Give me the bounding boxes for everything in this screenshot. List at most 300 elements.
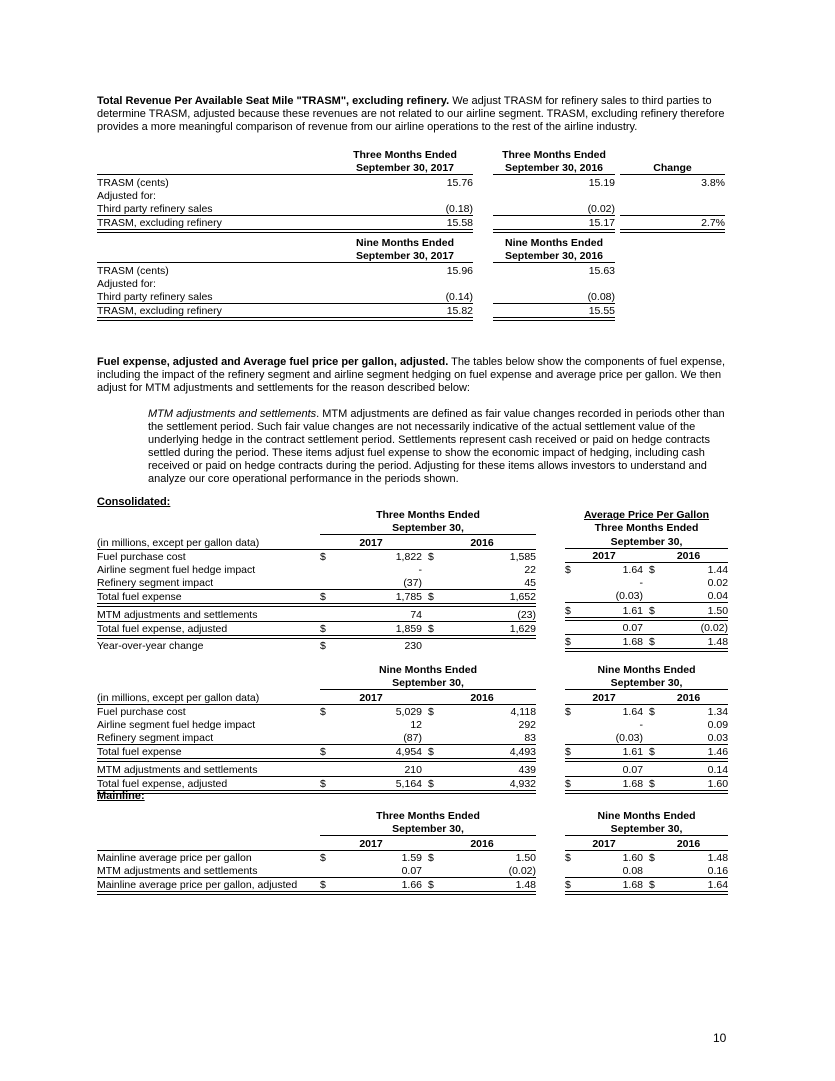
value-2017: 5,029 bbox=[395, 705, 422, 718]
row-label: MTM adjustments and settlements bbox=[97, 760, 320, 776]
col-header-change: Change bbox=[620, 161, 725, 175]
period-header: September 30, bbox=[320, 822, 536, 836]
value-2016: 1,652 bbox=[442, 590, 536, 606]
table-row bbox=[97, 760, 536, 776]
table-header-row bbox=[565, 822, 728, 836]
table-row bbox=[565, 562, 728, 576]
gap bbox=[473, 249, 493, 263]
table-total-row bbox=[565, 745, 728, 761]
consolidated-nine-months-section bbox=[97, 663, 728, 794]
currency-symbol bbox=[565, 589, 579, 603]
value-2017: 1.64 bbox=[622, 563, 644, 576]
row-label bbox=[97, 236, 337, 249]
value-2017: 1.64 bbox=[622, 705, 644, 718]
currency-symbol: $ bbox=[320, 851, 326, 864]
row-label bbox=[97, 161, 337, 175]
value-2017: 210 bbox=[334, 760, 422, 776]
paragraph-body-text: . MTM adjustments are defined as fair value changes recorded in periods other than the settlement period. Such fair value changes are not necessarily indicative of the actual settlement value of the underlying hedge in the contract settlement period. Settlements represent cash received or paid on hedge contracts settled during the period. These items adjust fuel expense to show the economic impact of hedging, including cash received or paid on hedge contracts during the period. Adjusting for these items allows investors to understand and analyze our core operational performance in the periods shown. bbox=[148, 408, 725, 485]
year-header-2017: 2017 bbox=[565, 548, 643, 562]
consolidated-q3-fuel-table bbox=[97, 508, 536, 652]
gap bbox=[473, 161, 493, 175]
table-row bbox=[97, 637, 536, 652]
period-header: September 30, bbox=[565, 822, 728, 836]
value-2016: 83 bbox=[442, 731, 536, 745]
table-row bbox=[97, 202, 725, 216]
currency-symbol: $ bbox=[428, 851, 434, 864]
row-label bbox=[97, 822, 320, 836]
gap bbox=[473, 189, 493, 202]
table-total-row bbox=[97, 303, 615, 319]
row-label: Total fuel expense bbox=[97, 745, 320, 761]
table-total-row bbox=[565, 603, 728, 619]
currency-symbol bbox=[428, 576, 442, 590]
value-2016: (0.02) bbox=[663, 619, 728, 635]
currency-symbol bbox=[320, 605, 334, 621]
table-header-row bbox=[97, 236, 615, 249]
currency-symbol: $ bbox=[428, 621, 442, 637]
row-label: Mainline average price per gallon bbox=[97, 851, 252, 864]
currency-symbol bbox=[320, 760, 334, 776]
currency-symbol bbox=[649, 731, 663, 745]
currency-symbol: $ bbox=[320, 776, 334, 792]
mainline-heading: Mainline: bbox=[97, 790, 145, 802]
table-header-row bbox=[565, 521, 728, 534]
table-header-row bbox=[565, 508, 728, 521]
value-2016: (23) bbox=[442, 605, 536, 621]
table-header-row bbox=[97, 508, 536, 521]
mtm-term-italic: MTM adjustments and settlements bbox=[148, 408, 317, 420]
row-label: Refinery segment impact bbox=[97, 576, 320, 590]
currency-symbol: $ bbox=[649, 603, 663, 619]
value-2017: (0.03) bbox=[579, 589, 643, 603]
currency-symbol bbox=[649, 619, 663, 635]
gap bbox=[473, 290, 493, 304]
paragraph-mtm-note bbox=[148, 408, 726, 485]
value-2016: 1,585 bbox=[509, 550, 537, 563]
year-header-2016: 2016 bbox=[428, 535, 536, 549]
year-header-2017: 2017 bbox=[565, 836, 643, 850]
table-total-row bbox=[565, 877, 728, 893]
currency-symbol bbox=[320, 731, 334, 745]
table-row bbox=[565, 718, 728, 731]
row-label: Mainline average price per gallon, adjusted bbox=[97, 877, 320, 893]
table-total-row bbox=[565, 776, 728, 792]
period-header: Three Months Ended bbox=[376, 810, 480, 823]
row-label: Third party refinery sales bbox=[97, 202, 337, 216]
value-2016 bbox=[493, 189, 615, 202]
table-row bbox=[97, 549, 536, 563]
table-row bbox=[97, 563, 536, 576]
row-label bbox=[97, 836, 320, 850]
row-label: MTM adjustments and settlements bbox=[97, 605, 320, 621]
page-number: 10 bbox=[713, 1031, 727, 1045]
value-2016: 1.46 bbox=[663, 745, 728, 761]
value-2017: 1,822 bbox=[395, 550, 422, 563]
table-header-row bbox=[565, 548, 728, 562]
value-2016: 0.09 bbox=[707, 718, 729, 731]
currency-symbol bbox=[428, 864, 442, 878]
currency-symbol bbox=[428, 718, 442, 731]
row-label: Fuel purchase cost bbox=[97, 550, 186, 563]
table-row bbox=[97, 704, 536, 718]
value-2017: 15.76 bbox=[446, 176, 473, 189]
row-label bbox=[97, 521, 320, 535]
value-2017: - bbox=[639, 577, 644, 590]
year-header-2016: 2016 bbox=[649, 548, 728, 562]
mainline-three-months-table bbox=[97, 809, 536, 895]
table-row bbox=[97, 850, 536, 864]
currency-symbol: $ bbox=[565, 705, 571, 718]
currency-symbol: $ bbox=[428, 776, 442, 792]
currency-symbol: $ bbox=[649, 776, 663, 792]
consolidated-heading: Consolidated: bbox=[97, 496, 171, 508]
value-2016: 4,118 bbox=[510, 705, 537, 718]
currency-symbol bbox=[565, 576, 579, 589]
year-header-2016: 2016 bbox=[428, 836, 536, 850]
value-2017: 12 bbox=[410, 718, 422, 731]
value-2016: 15.17 bbox=[493, 215, 615, 231]
mainline-nine-months-table bbox=[565, 809, 728, 895]
table-row bbox=[565, 619, 728, 635]
value-2017: 5,164 bbox=[334, 776, 422, 792]
value-2016: 1.50 bbox=[515, 851, 537, 864]
paragraph-body-text: We adjust TRASM for refinery sales to third parties to determine TRASM, adjusted because these revenues are not related to our airline segment. TRASM, excluding refinery therefore provides a more meaningful comparison of revenue from our airline operations to the rest of the airline industry. bbox=[97, 95, 725, 133]
value-2016: 45 bbox=[442, 576, 536, 590]
table-header-row bbox=[97, 161, 725, 175]
trasm-three-months-table bbox=[97, 148, 725, 233]
change-value bbox=[620, 189, 725, 202]
col-header-2016: Three Months Ended bbox=[502, 149, 606, 162]
currency-symbol: $ bbox=[428, 590, 442, 606]
currency-symbol: $ bbox=[565, 634, 579, 650]
value-2017: 1.66 bbox=[334, 877, 422, 893]
value-2017: (0.14) bbox=[337, 290, 473, 304]
currency-symbol bbox=[649, 576, 663, 589]
currency-symbol bbox=[565, 718, 579, 731]
gap bbox=[473, 215, 493, 231]
value-2016: 1.34 bbox=[707, 705, 729, 718]
units-note: (in millions, except per gallon data) bbox=[97, 690, 320, 704]
row-label: TRASM (cents) bbox=[97, 176, 169, 189]
row-label: Adjusted for: bbox=[97, 277, 156, 290]
currency-symbol: $ bbox=[428, 877, 442, 893]
value-2017 bbox=[337, 189, 473, 202]
row-label bbox=[97, 249, 337, 263]
table-row bbox=[97, 731, 536, 745]
value-2017: 0.07 bbox=[334, 864, 422, 878]
value-2016: 1.60 bbox=[663, 776, 728, 792]
table-row bbox=[97, 718, 536, 731]
row-label: Total fuel expense, adjusted bbox=[97, 621, 320, 637]
row-label: TRASM, excluding refinery bbox=[97, 303, 337, 319]
value-2017: (0.18) bbox=[337, 202, 473, 216]
row-label: Refinery segment impact bbox=[97, 731, 320, 745]
table-header-row bbox=[565, 676, 728, 690]
currency-symbol: $ bbox=[320, 705, 326, 718]
row-label: Total fuel expense, adjusted bbox=[97, 776, 320, 792]
value-2017: 1.68 bbox=[579, 634, 643, 650]
value-2016: 0.16 bbox=[663, 864, 728, 878]
currency-symbol bbox=[649, 718, 663, 731]
year-header-2017: 2017 bbox=[320, 836, 422, 850]
change-value: 3.8% bbox=[701, 176, 725, 189]
consolidated-three-months-section bbox=[97, 508, 728, 652]
currency-symbol bbox=[320, 864, 334, 878]
value-2016: 1.64 bbox=[663, 877, 728, 893]
gap bbox=[473, 277, 493, 290]
value-2016: (0.02) bbox=[442, 864, 536, 878]
table-row bbox=[565, 864, 728, 878]
table-row bbox=[97, 290, 615, 304]
table-header-row bbox=[565, 809, 728, 822]
table-header-row bbox=[97, 148, 725, 161]
period-header: September 30, bbox=[565, 534, 728, 548]
col-header-2017: Nine Months Ended bbox=[356, 237, 454, 250]
year-header-2016: 2016 bbox=[649, 836, 728, 850]
period-header: Nine Months Ended bbox=[379, 664, 478, 677]
row-label: Airline segment fuel hedge impact bbox=[97, 718, 256, 731]
currency-symbol: $ bbox=[320, 639, 326, 652]
row-label bbox=[97, 508, 320, 521]
table-header-row bbox=[97, 690, 536, 704]
currency-symbol: $ bbox=[428, 705, 434, 718]
row-label: Adjusted for: bbox=[97, 189, 156, 202]
table-total-row bbox=[97, 621, 536, 637]
value-2017: 15.96 bbox=[446, 264, 473, 277]
value-2016: 0.03 bbox=[663, 731, 728, 745]
currency-symbol: $ bbox=[649, 563, 655, 576]
value-2017: 1.68 bbox=[579, 776, 643, 792]
row-label: Airline segment fuel hedge impact bbox=[97, 563, 256, 576]
consolidated-q3-avg-price-table bbox=[565, 508, 728, 652]
year-header-2017: 2017 bbox=[565, 690, 643, 704]
value-2017: 0.08 bbox=[579, 864, 643, 878]
currency-symbol: $ bbox=[428, 745, 442, 761]
table-row bbox=[97, 605, 536, 621]
table-header-row bbox=[97, 676, 536, 690]
value-2016: 4,493 bbox=[442, 745, 536, 761]
value-2016 bbox=[493, 277, 615, 290]
year-header-2016: 2016 bbox=[428, 690, 536, 704]
col-header-2017: September 30, 2017 bbox=[337, 161, 473, 175]
currency-symbol bbox=[320, 576, 334, 590]
table-header-row bbox=[97, 249, 615, 263]
value-2016: 15.55 bbox=[493, 303, 615, 319]
row-label bbox=[97, 809, 320, 822]
value-2016: 15.63 bbox=[588, 264, 615, 277]
value-2016: (0.08) bbox=[493, 290, 615, 304]
table-row bbox=[97, 277, 615, 290]
col-header-2016: September 30, 2016 bbox=[493, 161, 615, 175]
currency-symbol: $ bbox=[649, 705, 655, 718]
currency-symbol: $ bbox=[428, 550, 434, 563]
row-label: TRASM, excluding refinery bbox=[97, 215, 337, 231]
table-row bbox=[565, 576, 728, 589]
value-2016: 292 bbox=[518, 718, 537, 731]
gap bbox=[473, 303, 493, 319]
value-2017: 15.58 bbox=[337, 215, 473, 231]
table-total-row bbox=[97, 776, 536, 792]
currency-symbol: $ bbox=[565, 877, 579, 893]
currency-symbol: $ bbox=[649, 877, 663, 893]
currency-symbol: $ bbox=[565, 563, 571, 576]
paragraph-trasm-intro bbox=[97, 95, 727, 134]
currency-symbol: $ bbox=[320, 745, 334, 761]
col-header-2016: September 30, 2016 bbox=[493, 249, 615, 263]
currency-symbol: $ bbox=[320, 877, 334, 893]
table-header-row bbox=[97, 836, 536, 850]
value-2016: 15.19 bbox=[588, 176, 615, 189]
table-row bbox=[97, 189, 725, 202]
value-2017: - bbox=[418, 563, 422, 576]
table-header-row bbox=[565, 534, 728, 548]
value-2016: 22 bbox=[524, 563, 537, 576]
mainline-section bbox=[97, 809, 728, 895]
row-label bbox=[97, 676, 320, 690]
currency-symbol: $ bbox=[565, 776, 579, 792]
currency-symbol bbox=[320, 563, 334, 576]
table-header-row bbox=[97, 809, 536, 822]
currency-symbol bbox=[428, 731, 442, 745]
currency-symbol: $ bbox=[320, 590, 334, 606]
value-2017: (0.03) bbox=[579, 731, 643, 745]
value-2017: 1,859 bbox=[334, 621, 422, 637]
table-header-row bbox=[97, 822, 536, 836]
currency-symbol bbox=[565, 731, 579, 745]
value-2016: 0.02 bbox=[707, 577, 729, 590]
value-2016: 0.14 bbox=[663, 760, 728, 776]
row-label bbox=[97, 148, 337, 161]
table-row bbox=[97, 263, 615, 277]
row-label: Year-over-year change bbox=[97, 639, 204, 652]
table-total-row bbox=[97, 745, 536, 761]
table-header-row bbox=[565, 836, 728, 850]
currency-symbol bbox=[649, 864, 663, 878]
gap bbox=[473, 175, 493, 189]
value-2017: 1.59 bbox=[401, 851, 422, 864]
value-2016 bbox=[442, 637, 536, 652]
currency-symbol bbox=[320, 718, 334, 731]
table-row bbox=[565, 589, 728, 603]
col-header-change bbox=[620, 148, 725, 161]
currency-symbol bbox=[649, 589, 663, 603]
value-2017: 4,954 bbox=[334, 745, 422, 761]
value-2016: 1.50 bbox=[663, 603, 728, 619]
table-row bbox=[565, 704, 728, 718]
period-header: Nine Months Ended bbox=[597, 810, 696, 823]
table-row bbox=[97, 175, 725, 189]
currency-symbol: $ bbox=[565, 851, 571, 864]
currency-symbol bbox=[565, 864, 579, 878]
value-2017: (37) bbox=[334, 576, 422, 590]
table-header-row bbox=[97, 521, 536, 535]
value-2016: 1,629 bbox=[442, 621, 536, 637]
value-2016: 4,932 bbox=[442, 776, 536, 792]
value-2017: 74 bbox=[334, 605, 422, 621]
currency-symbol: $ bbox=[320, 621, 334, 637]
gap bbox=[473, 263, 493, 277]
row-label bbox=[97, 663, 320, 676]
paragraph-fuel-expense bbox=[97, 356, 727, 395]
row-label: TRASM (cents) bbox=[97, 264, 169, 277]
table-row bbox=[97, 576, 536, 590]
table-header-row bbox=[565, 663, 728, 676]
gap bbox=[473, 202, 493, 216]
currency-symbol bbox=[428, 563, 442, 576]
row-label: Third party refinery sales bbox=[97, 290, 337, 304]
value-2017: 230 bbox=[404, 639, 422, 652]
value-2016: (0.02) bbox=[493, 202, 615, 216]
row-label: Total fuel expense bbox=[97, 590, 320, 606]
gap bbox=[473, 148, 493, 161]
paragraph-lead-bold: Fuel expense, adjusted and Average fuel price per gallon, adjusted. bbox=[97, 356, 449, 368]
table-total-row bbox=[97, 877, 536, 893]
consolidated-9m-fuel-table bbox=[97, 663, 536, 794]
value-2016: 1.48 bbox=[707, 851, 729, 864]
row-label: MTM adjustments and settlements bbox=[97, 864, 320, 878]
value-2017: 1,785 bbox=[334, 590, 422, 606]
period-header: September 30, bbox=[320, 521, 536, 535]
period-header: Nine Months Ended bbox=[597, 664, 696, 677]
value-2017: (87) bbox=[334, 731, 422, 745]
consolidated-9m-avg-price-table bbox=[565, 663, 728, 794]
col-header-2016: Nine Months Ended bbox=[505, 237, 603, 250]
table-row bbox=[565, 760, 728, 776]
value-2016: 1.44 bbox=[707, 563, 729, 576]
table-row bbox=[97, 864, 536, 878]
value-2016: 0.04 bbox=[663, 589, 728, 603]
value-2017: - bbox=[639, 718, 644, 731]
trasm-nine-months-table bbox=[97, 236, 615, 321]
col-header-2017: Three Months Ended bbox=[353, 149, 457, 162]
value-2016: 1.48 bbox=[663, 634, 728, 650]
currency-symbol: $ bbox=[320, 550, 326, 563]
currency-symbol bbox=[565, 619, 579, 635]
value-2017: 1.68 bbox=[579, 877, 643, 893]
currency-symbol: $ bbox=[649, 745, 663, 761]
row-label: Fuel purchase cost bbox=[97, 705, 186, 718]
table-header-row bbox=[97, 663, 536, 676]
value-2016: 1.48 bbox=[442, 877, 536, 893]
year-header-2016: 2016 bbox=[649, 690, 728, 704]
period-header: Three Months Ended bbox=[594, 522, 699, 535]
gap bbox=[473, 236, 493, 249]
value-2017: 1.61 bbox=[579, 603, 643, 619]
value-2017: 15.82 bbox=[337, 303, 473, 319]
currency-symbol bbox=[428, 637, 442, 652]
table-row bbox=[565, 850, 728, 864]
currency-symbol bbox=[428, 605, 442, 621]
value-2017: 1.60 bbox=[622, 851, 644, 864]
currency-symbol: $ bbox=[565, 745, 579, 761]
avg-price-title: Average Price Per Gallon bbox=[583, 509, 710, 522]
table-total-row bbox=[97, 215, 725, 231]
units-note: (in millions, except per gallon data) bbox=[97, 535, 320, 549]
currency-symbol bbox=[649, 760, 663, 776]
change-value bbox=[620, 202, 725, 216]
table-total-row bbox=[565, 634, 728, 650]
table-header-row bbox=[97, 535, 536, 549]
value-2017: 0.07 bbox=[579, 619, 643, 635]
year-header-2017: 2017 bbox=[320, 690, 422, 704]
currency-symbol bbox=[565, 760, 579, 776]
year-header-2017: 2017 bbox=[320, 535, 422, 549]
period-header: Three Months Ended bbox=[376, 509, 480, 522]
table-header-row bbox=[565, 690, 728, 704]
paragraph-body-text: The tables below show the components of fuel expense, including the impact of the refinery segment and airline segment hedging on fuel expense and average price per gallon. We then adjust for MTM adjustments and settlements for the reason described below: bbox=[97, 356, 726, 394]
currency-symbol bbox=[428, 760, 442, 776]
currency-symbol: $ bbox=[565, 603, 579, 619]
